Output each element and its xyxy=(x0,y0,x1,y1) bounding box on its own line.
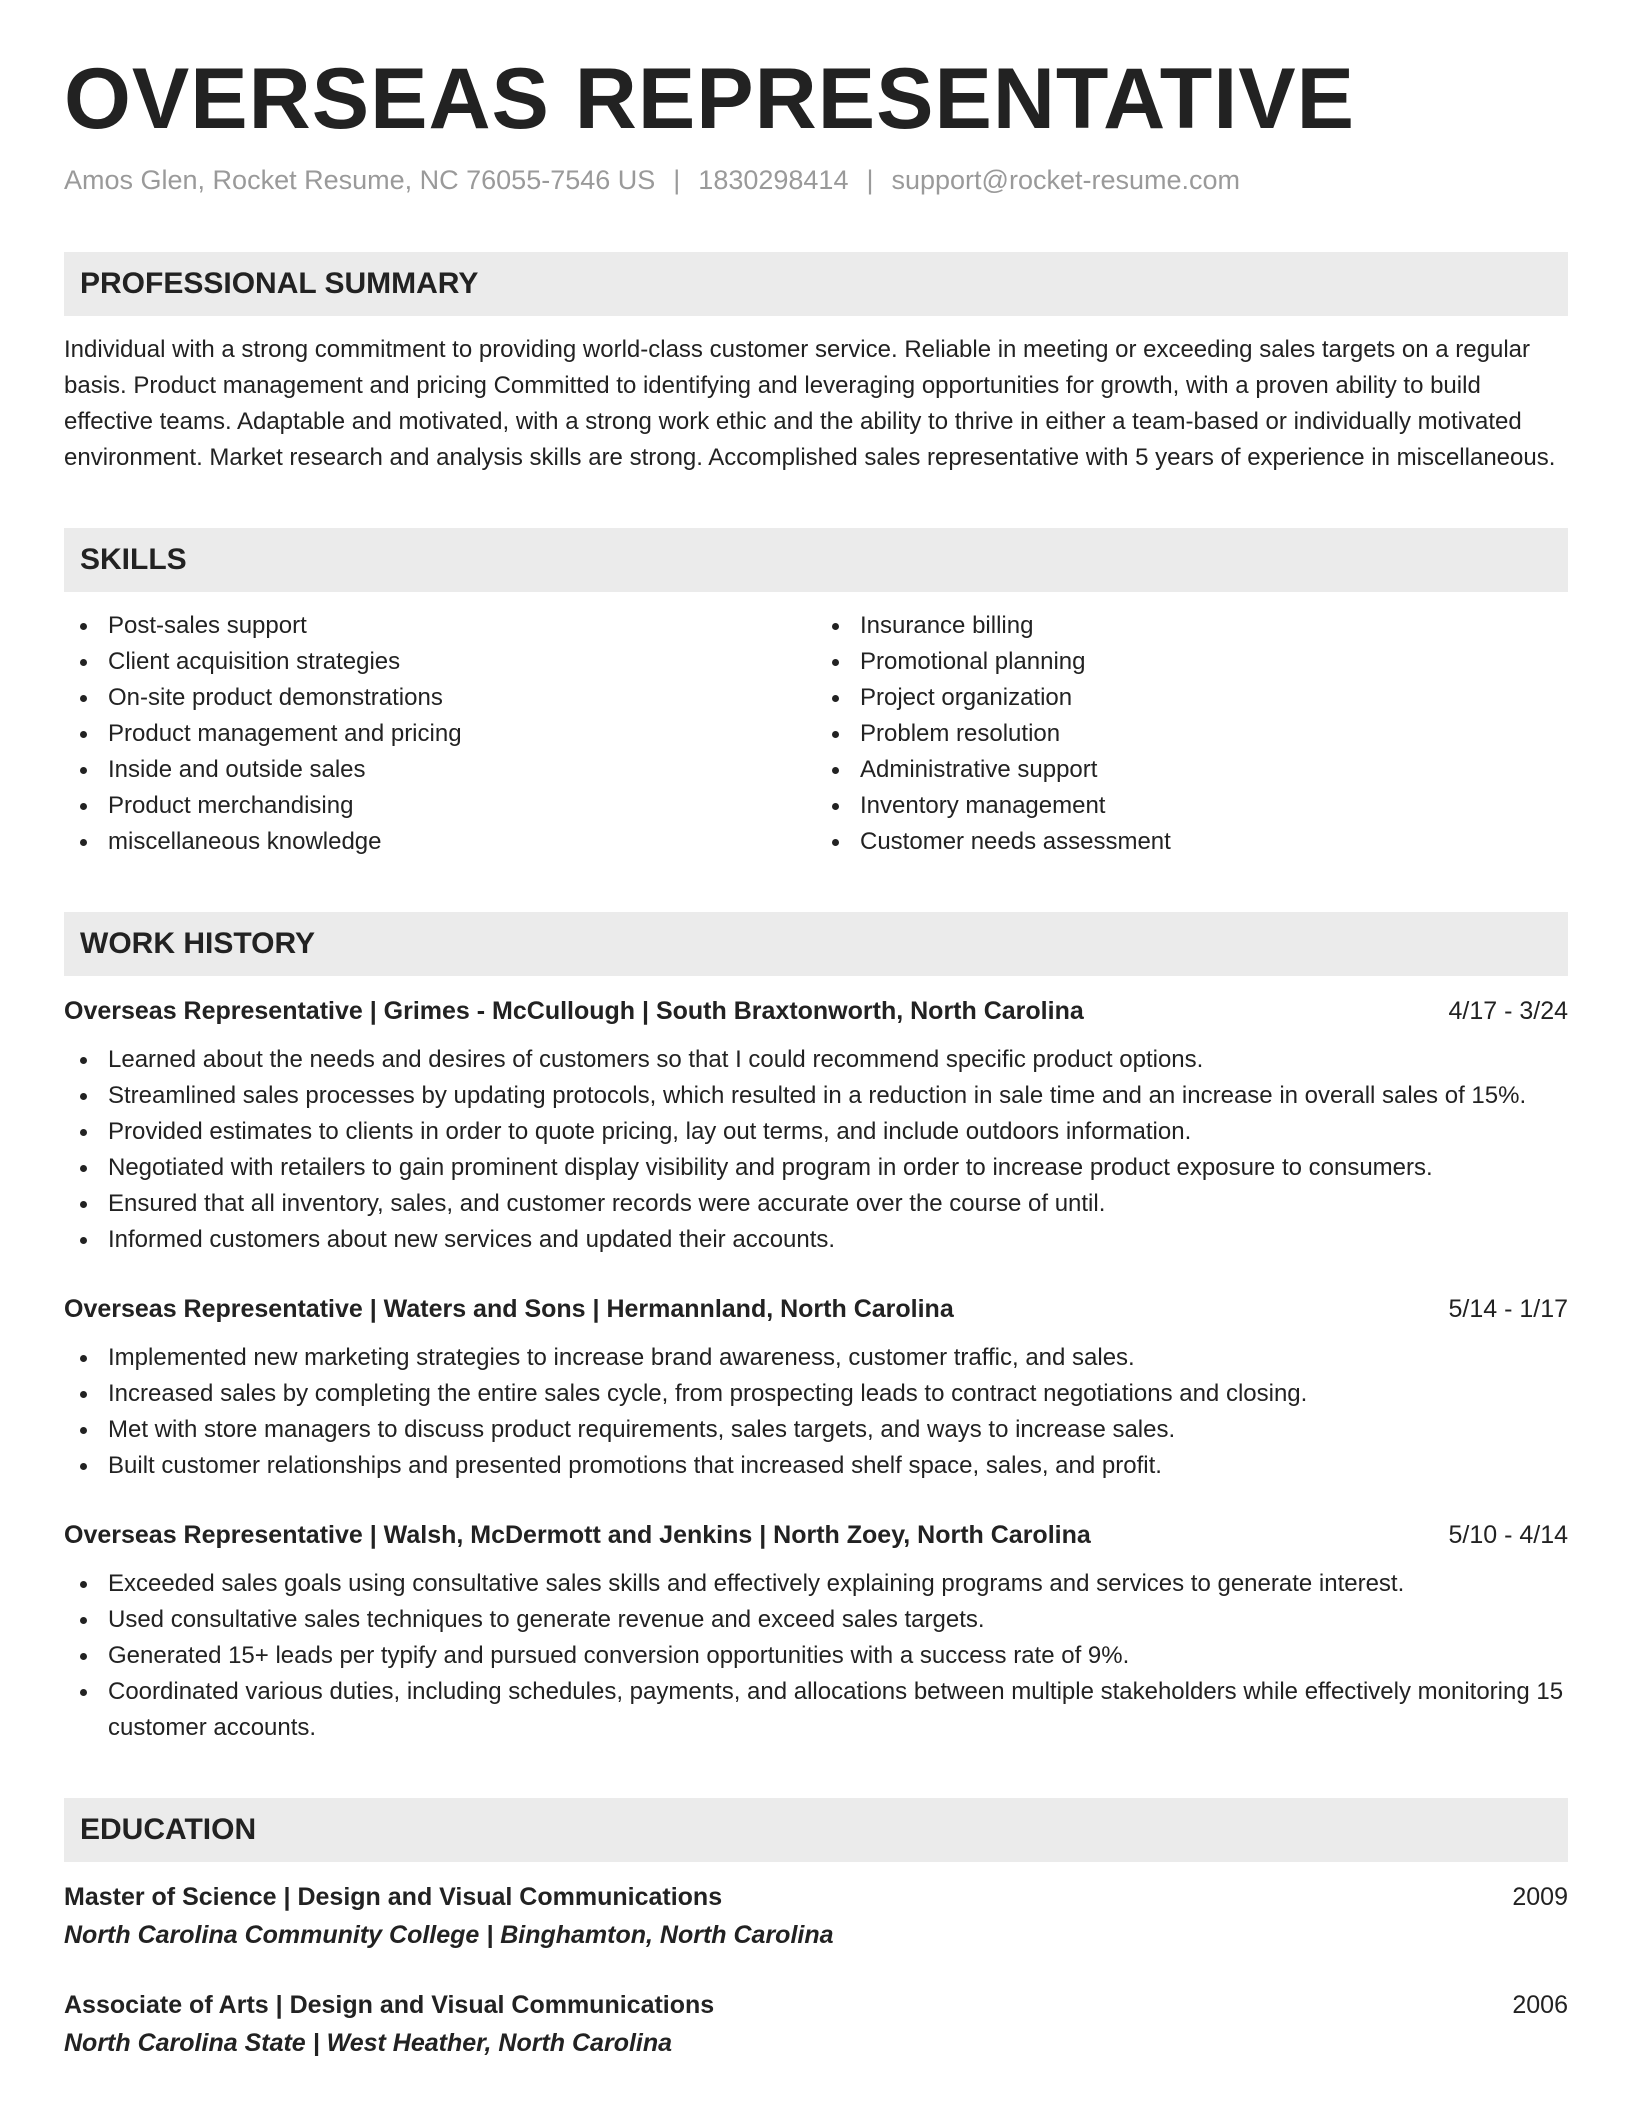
job-bullets xyxy=(64,1566,1568,1746)
job-bullet: Built customer relationships and presented promotions that increased shelf space, sales, and profit. xyxy=(64,1448,1568,1484)
job-bullet: Negotiated with retailers to gain prominent display visibility and program in order to increase product exposure to consumers. xyxy=(64,1150,1568,1186)
job-bullet: Exceeded sales goals using consultative sales skills and effectively explaining programs and services to generate interest. xyxy=(64,1566,1568,1602)
job-bullet: Streamlined sales processes by updating protocols, which resulted in a reduction in sale time and an increase in overall sales of 15%. xyxy=(64,1078,1568,1114)
job-header xyxy=(64,1516,1568,1554)
skill-item: miscellaneous knowledge xyxy=(64,824,816,860)
education-entry xyxy=(64,1878,1568,1954)
skills-column-right xyxy=(816,608,1568,860)
contact-address: Amos Glen, Rocket Resume, NC 76055-7546 US xyxy=(64,164,656,195)
job-entry xyxy=(64,1290,1568,1484)
education-year: 2006 xyxy=(1512,1990,1568,2019)
contact-separator: | xyxy=(866,164,874,195)
skill-item: Client acquisition strategies xyxy=(64,644,816,680)
skill-item: Post-sales support xyxy=(64,608,816,644)
section-header-skills: SKILLS xyxy=(64,528,1568,592)
job-bullets xyxy=(64,1042,1568,1258)
education-degree: Associate of Arts | Design and Visual Communications xyxy=(64,1990,715,2019)
skill-item: Inventory management xyxy=(816,788,1568,824)
skill-item: On-site product demonstrations xyxy=(64,680,816,716)
skill-item: Inside and outside sales xyxy=(64,752,816,788)
contact-separator: | xyxy=(673,164,681,195)
job-dates: 5/14 - 1/17 xyxy=(1448,1294,1568,1323)
job-bullet: Informed customers about new services and updated their accounts. xyxy=(64,1222,1568,1258)
job-dates: 5/10 - 4/14 xyxy=(1448,1520,1568,1549)
education-degree: Master of Science | Design and Visual Communications xyxy=(64,1882,723,1911)
job-title: Overseas Representative | Grimes - McCullough | South Braxtonworth, North Carolina xyxy=(64,996,1084,1025)
job-title: Overseas Representative | Waters and Sons | Hermannland, North Carolina xyxy=(64,1294,954,1323)
job-bullet: Provided estimates to clients in order to quote pricing, lay out terms, and include outdoors information. xyxy=(64,1114,1568,1150)
skill-item: Product management and pricing xyxy=(64,716,816,752)
section-header-summary: PROFESSIONAL SUMMARY xyxy=(64,252,1568,316)
job-header xyxy=(64,1290,1568,1328)
skill-item: Project organization xyxy=(816,680,1568,716)
contact-phone: 1830298414 xyxy=(698,164,849,195)
skill-item: Product merchandising xyxy=(64,788,816,824)
job-bullet: Implemented new marketing strategies to increase brand awareness, customer traffic, and sales. xyxy=(64,1340,1568,1376)
skill-item: Promotional planning xyxy=(816,644,1568,680)
education-school: North Carolina Community College | Binghamton, North Carolina xyxy=(64,1920,834,1949)
job-bullet: Increased sales by completing the entire sales cycle, from prospecting leads to contract negotiations and closing. xyxy=(64,1376,1568,1412)
education-school: North Carolina State | West Heather, North Carolina xyxy=(64,2028,673,2057)
summary-text: Individual with a strong commitment to providing world-class customer service. Reliable in meeting or exceeding sales targets on a regular basis. Product management and pricing Committed to identifying and leveraging opportunities for growth, with a proven ability to build effective teams. Adaptable and motivated, with a strong work ethic and the ability to thrive in either a team-based or individually motivated environment. Market research and analysis skills are strong. Accomplished sales representative with 5 years of experience in miscellaneous. xyxy=(64,335,1556,471)
education-entry xyxy=(64,1986,1568,2062)
skills-column-left xyxy=(64,608,816,860)
contact-email: support@rocket-resume.com xyxy=(891,164,1241,195)
job-bullet: Used consultative sales techniques to generate revenue and exceed sales targets. xyxy=(64,1602,1568,1638)
job-bullet: Met with store managers to discuss product requirements, sales targets, and ways to increase sales. xyxy=(64,1412,1568,1448)
job-bullet: Ensured that all inventory, sales, and customer records were accurate over the course of until. xyxy=(64,1186,1568,1222)
section-header-education: EDUCATION xyxy=(64,1798,1568,1862)
job-bullets xyxy=(64,1340,1568,1484)
job-entry xyxy=(64,1516,1568,1746)
job-dates: 4/17 - 3/24 xyxy=(1448,996,1568,1025)
job-entry xyxy=(64,992,1568,1258)
section-header-work-history: WORK HISTORY xyxy=(64,912,1568,976)
job-header xyxy=(64,992,1568,1030)
skill-item: Administrative support xyxy=(816,752,1568,788)
job-bullet: Coordinated various duties, including schedules, payments, and allocations between multiple stakeholders while effectively monitoring 15 customer accounts. xyxy=(64,1674,1568,1746)
education-year: 2009 xyxy=(1512,1882,1568,1911)
skill-item: Customer needs assessment xyxy=(816,824,1568,860)
job-bullet: Generated 15+ leads per typify and pursued conversion opportunities with a success rate of 9%. xyxy=(64,1638,1568,1674)
skills-list xyxy=(64,608,1568,860)
resume-title: OVERSEAS REPRESENTATIVE xyxy=(64,51,1355,147)
skill-item: Insurance billing xyxy=(816,608,1568,644)
job-title: Overseas Representative | Walsh, McDermott and Jenkins | North Zoey, North Carolina xyxy=(64,1520,1091,1549)
education-header xyxy=(64,1986,1568,2024)
education-header xyxy=(64,1878,1568,1916)
skill-item: Problem resolution xyxy=(816,716,1568,752)
job-bullet: Learned about the needs and desires of customers so that I could recommend specific product options. xyxy=(64,1042,1568,1078)
contact-line xyxy=(64,163,1568,198)
